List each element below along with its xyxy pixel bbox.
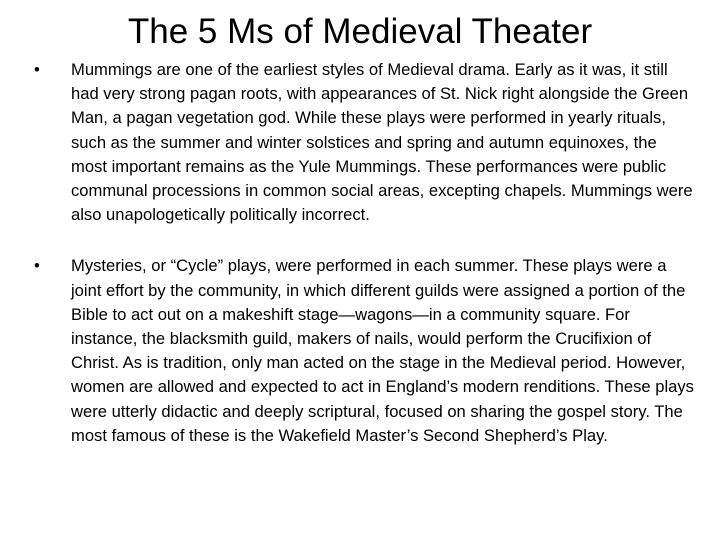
- bullet-icon: •: [34, 256, 40, 276]
- bullet-text-mysteries: Mysteries, or “Cycle” plays, were performed in each summer. These plays were a joint effort by the community, in which different guilds were assigned a portion of the Bible to act out on a makeshift stage—wagons—in a community square. For instance, the blacksmith guild, makers of nails, would perform the Crucifixion of Christ. As is tradition, only man acted on the stage in the Medieval period. However, women are allowed and expected to act in England’s modern renditions. These plays were utterly didactic and deeply scriptural, focused on sharing the gospel story. The most famous of these is the Wakefield Master’s Second Shepherd’s Play.: [71, 256, 694, 445]
- bullet-item-mummings: [34, 58, 694, 227]
- bullet-item-mysteries: [34, 254, 694, 448]
- slide-title: The 5 Ms of Medieval Theater: [127, 12, 593, 51]
- bullet-text-mummings: Mummings are one of the earliest styles of Medieval drama. Early as it was, it still had very strong pagan roots, with appearances of St. Nick right alongside the Green Man, a pagan vegetation god. While these plays were performed in yearly rituals, such as the summer and winter solstices and spring and autumn equinoxes, the most important remains as the Yule Mummings. These performances were public communal processions in common social areas, excepting chapels. Mummings were also unapologetically politically incorrect.: [71, 60, 693, 225]
- bullet-list: [34, 58, 694, 448]
- bullet-icon: •: [34, 60, 40, 79]
